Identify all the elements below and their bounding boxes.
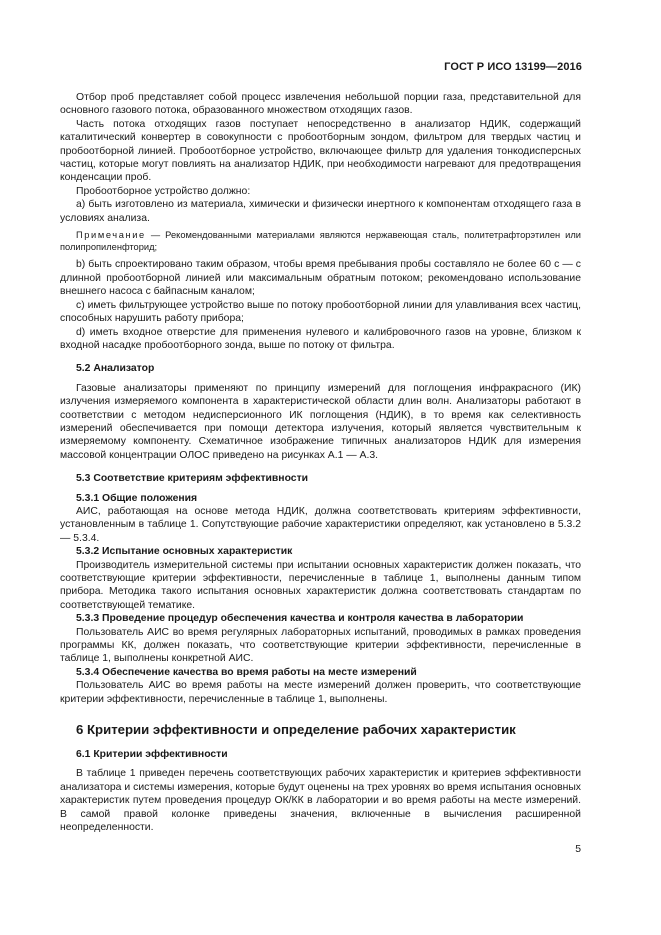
paragraph-exhaust-part: Часть потока отходящих газов поступает непосредственно в анализатор НДИК, содержащий каталитический конвертер в совокупности с пробоотборным зондом, фильтром для твердых частиц и пробоотборной линией. Пробоотборное устройство, включающее фильтр для удаления тонкодисперсных частиц, которые могут повлиять на анализатор НДИК, при необходимости нагревают для предотвращения конденсации проб. — [60, 118, 581, 184]
section-5-3-4-heading: 5.3.4 Обеспечение качества во время работы на месте измерений — [76, 666, 417, 678]
section-6-heading: 6 Критерии эффективности и определение рабочих характеристик — [76, 722, 516, 738]
section-5-3-2-heading: 5.3.2 Испытание основных характеристик — [76, 546, 293, 558]
list-item-d: d) иметь входное отверстие для применения нулевого и калибровочного газов на уровне, близком к входной насадке пробоотборного зонда, выше по потоку от фильтра. — [60, 326, 581, 351]
section-6-1-heading: 6.1 Критерии эффективности — [76, 749, 228, 761]
section-5-2-heading: 5.2 Анализатор — [76, 363, 155, 375]
note — [60, 229, 581, 253]
section-6-1-text: В таблице 1 приведен перечень соответствующих рабочих характеристик и критериев эффективности анализатора и системы измерения, которые будут оценены на трех уровнях во время испытания основных характеристик путем проведения процедур ОК/КК в лаборатории и во время работы на месте измерений. В самой правой колонке приведены значения, включенные в вычисления расширенной неопределенности. — [60, 768, 581, 834]
paragraph-sampling-must: Пробоотборное устройство должно: — [76, 185, 251, 197]
page-body — [60, 91, 581, 835]
section-5-3-1-heading: 5.3.1 Общие положения — [76, 492, 198, 504]
document-header: ГОСТ Р ИСО 13199—2016 — [444, 61, 582, 73]
section-5-3-2-text: Производитель измерительной системы при испытании основных характеристик должен показать, что соответствующие критерии эффективности, перечисленные в таблице 1, выполнены данным типом прибора. Методика такого испытания основных характеристик должна соответствовать стандартам по соответствующей тематике. — [60, 559, 581, 611]
paragraph-intro: Отбор проб представляет собой процесс извлечения небольшой порции газа, представительной для основного газового потока, образованного множеством отходящих газов. — [60, 92, 581, 117]
list-item-a: а) быть изготовлено из материала, химически и физически инертного к компонентам отходящего газа в условиях анализа. — [60, 199, 581, 224]
note-label: Примечание — [76, 230, 146, 241]
section-5-3-3-heading: 5.3.3 Проведение процедур обеспечения качества и контроля качества в лаборатории — [76, 613, 524, 625]
section-5-3-3-text: Пользователь АИС во время регулярных лабораторных испытаний, проводимых в рамках проведения программы КК, должен показать, что соответствующие критерии эффективности, перечисленные в таблице 1, выполнены конкретной АИС. — [60, 626, 581, 665]
list-item-b: b) быть спроектировано таким образом, чтобы время пребывания пробы составляло не более 60 с — с длинной пробоотборной линией или максимальным обратным потоком; рекомендовано использование внешнего насоса с байпасным каналом; — [60, 259, 581, 298]
section-5-3-1-text: АИС, работающая на основе метода НДИК, должна соответствовать критериям эффективности, установленным в таблице 1. Сопутствующие рабочие характеристики определяют, как установлено в 5.3.2 — 5.3.4. — [60, 505, 581, 544]
list-item-c: с) иметь фильтрующее устройство выше по потоку пробоотборной линии для улавливания всех частиц, способных нарушить работу прибора; — [60, 299, 581, 325]
note-text: — Рекомендованными материалами являются нержавеющая сталь, политетрафторэтилен или полипропиленфторид; — [60, 230, 581, 253]
section-5-3-heading: 5.3 Соответствие критериям эффективности — [76, 473, 309, 485]
section-5-2-text: Газовые анализаторы применяют по принципу измерений для поглощения инфракрасного (ИК) излучения измеряемого компонента в характеристической области длин волн. Анализаторы работают в соответствии с методом недисперсионного ИК поглощения (НДИК), в то время как селективность измерений обеспечивается при помощи детектора излучения, который является чувствительным к измеряемому компоненту. Схематичное изображение типичных анализаторов НДИК для измерения массовой концентрации ОЛОС приведено на рисунках А.1 — А.3. — [60, 382, 581, 461]
section-5-3-4-text: Пользователь АИС во время работы на месте измерений должен проверить, что соответствующие критерии эффективности, перечисленные в таблице 1, выполнены. — [60, 680, 581, 705]
page-number: 5 — [575, 844, 581, 855]
